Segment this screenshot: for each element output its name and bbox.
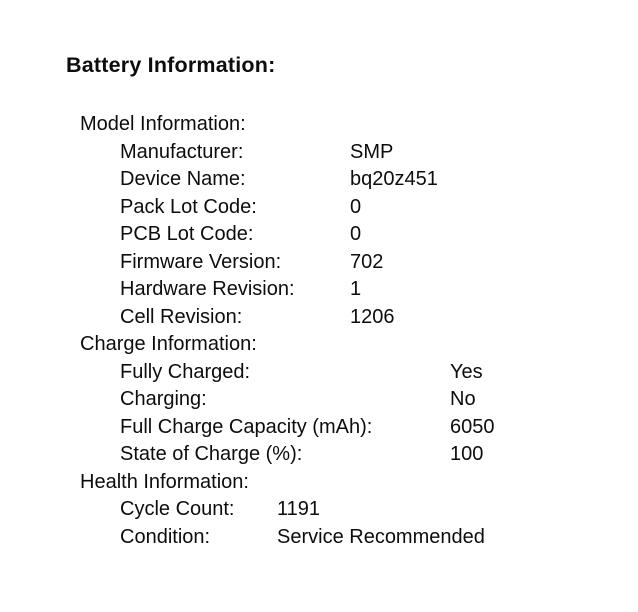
row-cycle-count bbox=[80, 496, 495, 524]
field-label: Firmware Version: bbox=[120, 250, 282, 273]
field-label: Cycle Count: bbox=[120, 498, 235, 520]
field-value: bq20z451 bbox=[350, 168, 438, 190]
field-value: Service Recommended bbox=[277, 525, 485, 548]
page-title: Battery Information: bbox=[66, 53, 276, 77]
field-label: Full Charge Capacity (mAh): bbox=[120, 415, 373, 438]
row-state-of-charge bbox=[80, 441, 495, 469]
row-charging bbox=[80, 386, 495, 414]
field-value: 0 bbox=[350, 195, 362, 218]
row-manufacturer bbox=[80, 139, 495, 167]
field-value: 6050 bbox=[450, 415, 495, 438]
field-label: Pack Lot Code: bbox=[120, 195, 257, 218]
section-model-information bbox=[80, 111, 495, 331]
section-title-charge: Charge Information: bbox=[80, 333, 257, 355]
field-value: Yes bbox=[450, 360, 483, 383]
field-label: Manufacturer: bbox=[120, 140, 244, 163]
row-device-name bbox=[80, 166, 495, 194]
row-firmware-version bbox=[80, 249, 495, 277]
field-value: 1 bbox=[350, 278, 362, 300]
row-cell-revision bbox=[80, 304, 495, 332]
field-label: PCB Lot Code: bbox=[120, 223, 254, 245]
battery-report bbox=[80, 111, 495, 551]
field-label: State of Charge (%): bbox=[120, 443, 303, 465]
section-health-information bbox=[80, 469, 495, 552]
row-pack-lot-code bbox=[80, 194, 495, 222]
row-fully-charged bbox=[80, 359, 495, 387]
field-value: 0 bbox=[350, 223, 362, 245]
row-pcb-lot-code bbox=[80, 221, 495, 249]
field-label: Cell Revision: bbox=[120, 305, 243, 328]
field-label: Device Name: bbox=[120, 168, 246, 190]
section-title-health: Health Information: bbox=[80, 470, 249, 493]
field-value: 1191 bbox=[277, 498, 321, 520]
row-hardware-revision bbox=[80, 276, 495, 304]
field-value: SMP bbox=[350, 140, 394, 163]
field-value: No bbox=[450, 388, 476, 410]
row-condition bbox=[80, 524, 495, 552]
field-label: Hardware Revision: bbox=[120, 278, 295, 300]
field-label: Fully Charged: bbox=[120, 360, 251, 383]
field-value: 100 bbox=[450, 443, 484, 465]
field-label: Condition: bbox=[120, 525, 211, 548]
field-label: Charging: bbox=[120, 388, 207, 410]
field-value: 1206 bbox=[350, 305, 395, 328]
row-full-charge-capacity bbox=[80, 414, 495, 442]
section-charge-information bbox=[80, 331, 495, 469]
field-value: 702 bbox=[350, 250, 384, 273]
section-title-model: Model Information: bbox=[80, 113, 246, 135]
